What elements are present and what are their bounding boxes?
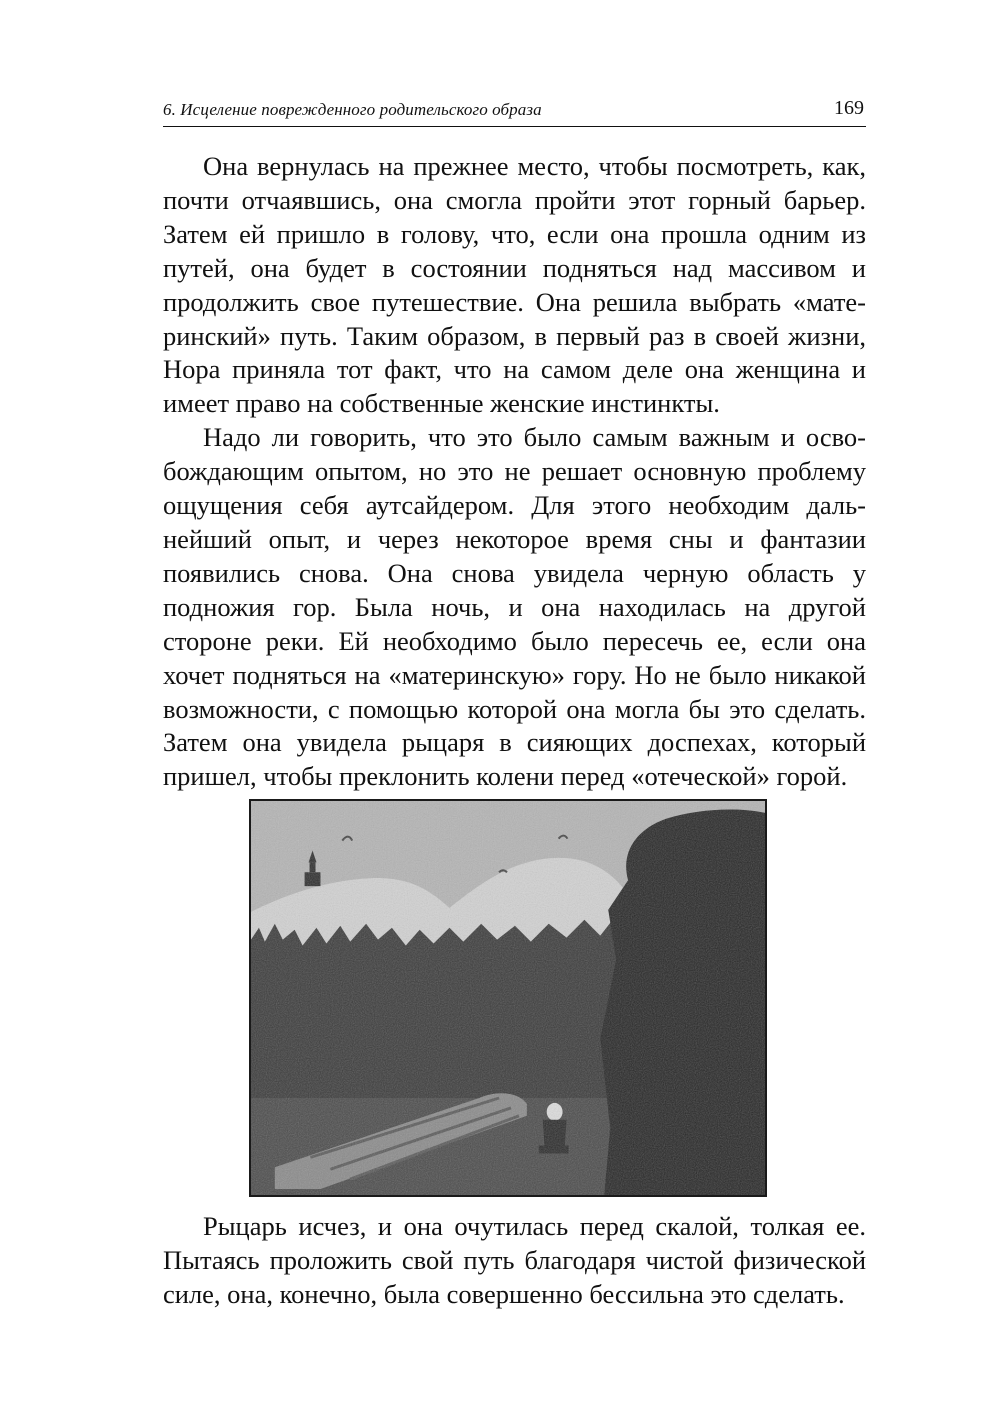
illustration-drawing xyxy=(249,799,767,1197)
mountain-landscape-drawing xyxy=(251,801,765,1195)
paragraph-2: Надо ли говорить, что это было самым важным и освобождающим опытом, но это не решает основную проблему ощущения себя аутсайдером. Для этого необходим дальнейший опыт, и через некоторое время сны и фантазии появились снова. Она снова увидела черную область у подножия гор. Была ночь, и она находилась на другой стороне реки. Ей необходимо было пересечь ее, если она хочет подняться на «материнскую» гору. Но не было никакой возможности, с помощью которой она могла бы это сделать. Затем она увидела рыцаря в сияющих доспехах, который пришел, чтобы преклонить колени перед «отеческой» горой. xyxy=(163,422,866,792)
page-header xyxy=(163,94,866,127)
paragraph-1: Она вернулась на прежнее место, чтобы посмотреть, как, почти отчаявшись, она смогла пройти этот горный барьер. Затем ей пришло в голову, что, если она прошла одним из путей, она будет в состоянии подняться над массивом и продолжить свое путешествие. Она решила выбрать «материнский» путь. Таким образом, в первый раз в своей жизни, Нора приняла тот факт, что на самом деле она женщина и имеет право на собственные женские инстинкты. xyxy=(163,151,866,419)
running-title: 6. Исцеление поврежденного родительского образа xyxy=(163,100,542,119)
pencil-texture xyxy=(251,801,765,1195)
page-number: 169 xyxy=(834,97,864,119)
body-text-bottom xyxy=(163,1210,866,1312)
paragraph-3: Рыцарь исчез, и она очутилась перед скалой, толкая ее. Пытаясь проложить свой путь благодаря чистой физической силе, она, конечно, была совершенно бессильна это сделать. xyxy=(163,1211,866,1309)
body-text-top xyxy=(163,150,866,794)
